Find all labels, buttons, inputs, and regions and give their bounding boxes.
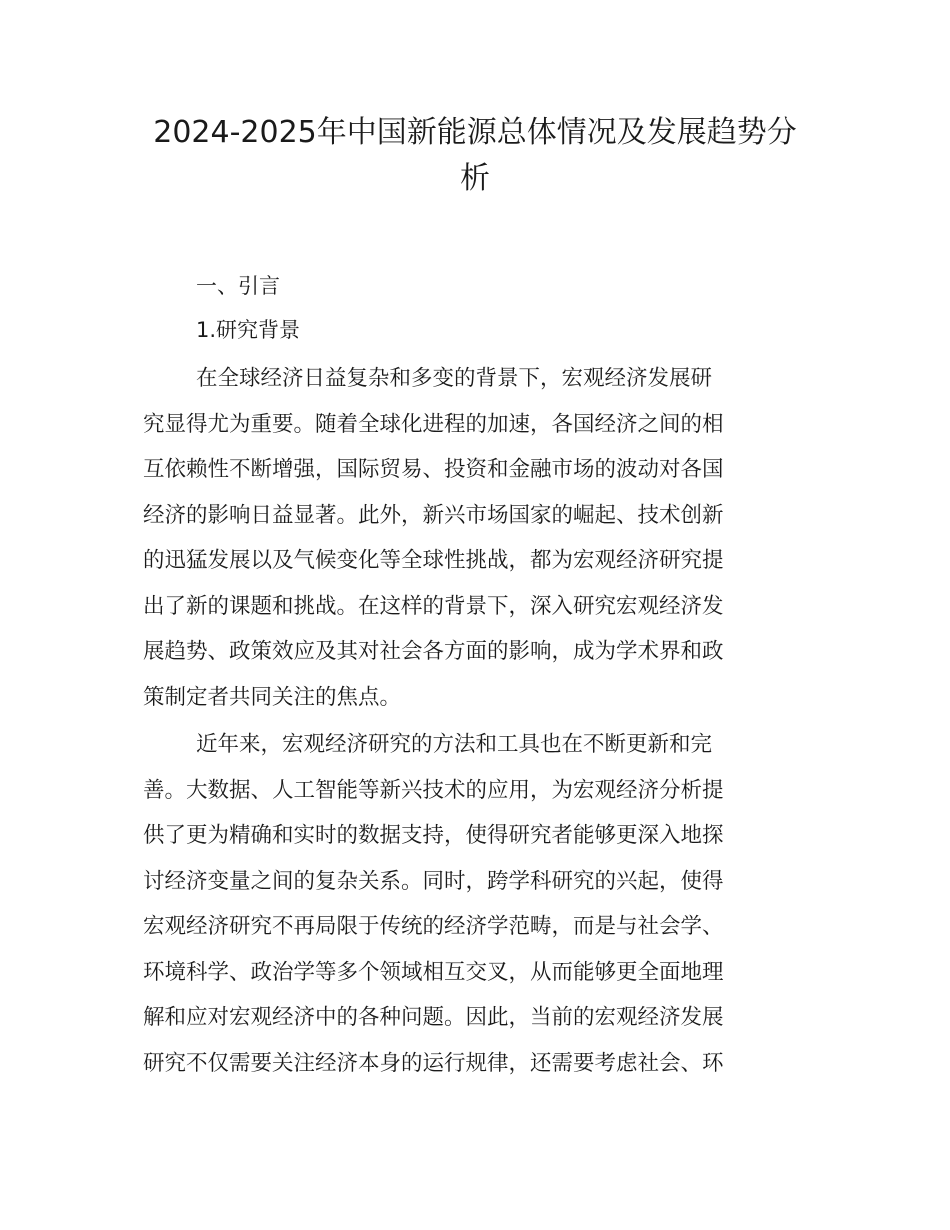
body-paragraph: [143, 722, 823, 1086]
paragraph-line: 经济的影响日益显著。此外，新兴市场国家的崛起、技术创新: [143, 502, 724, 528]
title-line: 析: [460, 161, 490, 196]
document-title: [120, 110, 830, 202]
paragraph-line: 宏观经济研究不再局限于传统的经济学范畴，而是与社会学、: [143, 914, 724, 939]
paragraph-line: 供了更为精确和实时的数据支持，使得研究者能够更深入地探: [143, 823, 724, 848]
paragraph-line: 的迅猛发展以及气候变化等全球性挑战，都为宏观经济研究提: [143, 548, 724, 573]
paragraph-line: 互依赖性不断增强，国际贸易、投资和金融市场的波动对各国: [143, 457, 724, 482]
paragraph-line: 讨经济变量之间的复杂关系。同时，跨学科研究的兴起，使得: [143, 868, 724, 894]
paragraph-line: 策制定者共同关注的焦点。: [143, 684, 402, 710]
paragraph-line: 究显得尤为重要。随着全球化进程的加速，各国经济之间的相: [143, 411, 724, 437]
paragraph-line: 出了新的课题和挑战。在这样的背景下，深入研究宏观经济发: [143, 593, 724, 619]
paragraph-line: 在全球经济日益复杂和多变的背景下，宏观经济发展研: [196, 366, 713, 391]
paragraph-line: 善。大数据、人工智能等新兴技术的应用，为宏观经济分析提: [143, 777, 724, 803]
body-paragraph: [143, 356, 823, 720]
subsection-heading: 1.研究背景: [196, 318, 301, 342]
title-line: 2024-2025年中国新能源总体情况及发展趋势分: [153, 115, 797, 150]
section-heading: 一、引言: [196, 274, 280, 298]
paragraph-line: 环境科学、政治学等多个领域相互交叉，从而能够更全面地理: [143, 959, 724, 985]
paragraph-line: 研究不仅需要关注经济本身的运行规律，还需要考虑社会、环: [143, 1050, 724, 1076]
paragraph-line: 近年来，宏观经济研究的方法和工具也在不断更新和完: [196, 732, 713, 757]
paragraph-line: 解和应对宏观经济中的各种问题。因此，当前的宏观经济发展: [143, 1005, 724, 1030]
paragraph-line: 展趋势、政策效应及其对社会各方面的影响，成为学术界和政: [143, 639, 724, 664]
